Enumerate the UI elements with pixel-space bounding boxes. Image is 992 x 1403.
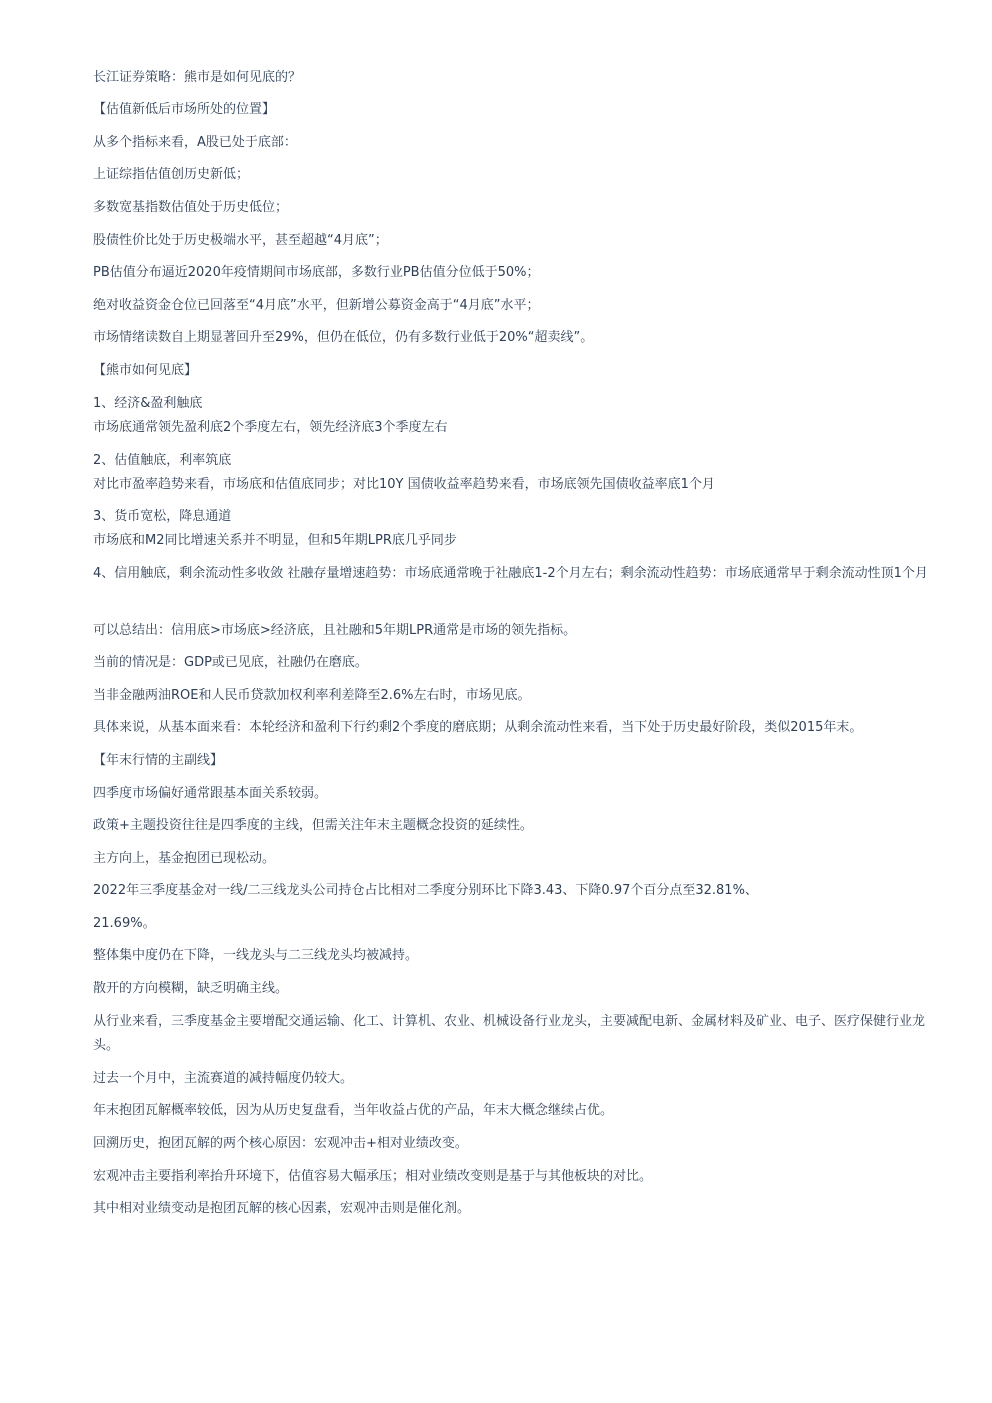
bullet-point: 上证综指估值创历史新低； xyxy=(93,167,250,182)
paragraph: 年末抱团瓦解概率较低，因为从历史复盘看，当年收益占优的产品，年末大概念继续占优。 xyxy=(93,1103,614,1118)
bullet-point: 绝对收益资金仓位已回落至“4月底”水平，但新增公募资金高于“4月底”水平； xyxy=(93,298,540,313)
paragraph: 2022年三季度基金对一线/二三线龙头公司持仓占比相对二季度分别环比下降3.43、下降0.97个百分点至32.81%、 xyxy=(93,883,758,898)
section-heading-bottom: 【熊市如何见底】 xyxy=(93,363,198,378)
paragraph: 整体集中度仍在下降，一线龙头与二三线龙头均被减持。 xyxy=(93,948,419,963)
item-body: 市场底和M2同比增速关系并不明显，但和5年期LPR底几乎同步 xyxy=(93,533,457,548)
section-heading-yearend: 【年末行情的主副线】 xyxy=(93,753,224,768)
item-body: 市场底通常领先盈利底2个季度左右，领先经济底3个季度左右 xyxy=(93,420,448,435)
item-title: 1、经济&盈利触底 xyxy=(93,396,203,411)
paragraph: 回溯历史，抱团瓦解的两个核心原因：宏观冲击+相对业绩改变。 xyxy=(93,1136,468,1151)
paragraph: 从行业来看，三季度基金主要增配交通运输、化工、计算机、农业、机械设备行业龙头，主要减配电新、金属材料及矿业、电子、医疗保健行业龙头。 xyxy=(93,1014,926,1053)
paragraph: 政策+主题投资往往是四季度的主线，但需关注年末主题概念投资的延续性。 xyxy=(93,818,533,833)
paragraph: 当非金融两油ROE和人民币贷款加权利率利差降至2.6%左右时，市场见底。 xyxy=(93,688,531,703)
paragraph: 主方向上，基金抱团已现松动。 xyxy=(93,851,276,866)
paragraph: 过去一个月中，主流赛道的减持幅度仍较大。 xyxy=(93,1071,354,1086)
paragraph: 21.69%。 xyxy=(93,916,156,931)
bullet-point: PB估值分布逼近2020年疫情期间市场底部，多数行业PB估值分位低于50%； xyxy=(93,265,540,280)
item-title: 4、信用触底，剩余流动性多收敛 社融存量增速趋势：市场底通常晚于社融底1-2个月左右；剩余流动性趋势：市场底通常早于剩余流动性顶1个月 xyxy=(93,566,928,581)
paragraph: 其中相对业绩变动是抱团瓦解的核心因素，宏观冲击则是催化剂。 xyxy=(93,1201,471,1216)
bullet-point: 多数宽基指数估值处于历史低位； xyxy=(93,200,289,215)
paragraph: 具体来说，从基本面来看：本轮经济和盈利下行约剩2个季度的磨底期；从剩余流动性来看，当下处于历史最好阶段，类似2015年末。 xyxy=(93,720,863,735)
document-title: 长江证券策略：熊市是如何见底的？ xyxy=(93,70,302,85)
paragraph: 当前的情况是：GDP或已见底，社融仍在磨底。 xyxy=(93,655,368,670)
bullet-point: 股债性价比处于历史极端水平，甚至超越“4月底”； xyxy=(93,233,388,248)
item-body: 对比市盈率趋势来看，市场底和估值底同步；对比10Y 国债收益率趋势来看，市场底领先国债收益率底1个月 xyxy=(93,477,715,492)
paragraph: 散开的方向模糊，缺乏明确主线。 xyxy=(93,981,289,996)
item-title: 2、估值触底，利率筑底 xyxy=(93,453,232,468)
paragraph: 从多个指标来看，A股已处于底部： xyxy=(93,135,297,150)
section-heading-position: 【估值新低后市场所处的位置】 xyxy=(93,102,276,117)
paragraph: 可以总结出：信用底>市场底>经济底，且社融和5年期LPR通常是市场的领先指标。 xyxy=(93,623,577,638)
paragraph: 宏观冲击主要指利率抬升环境下，估值容易大幅承压；相对业绩改变则是基于与其他板块的对比。 xyxy=(93,1169,653,1184)
bullet-point: 市场情绪读数自上期显著回升至29%，但仍在低位，仍有多数行业低于20%“超卖线”。 xyxy=(93,330,594,345)
item-title: 3、货币宽松，降息通道 xyxy=(93,509,232,524)
paragraph: 四季度市场偏好通常跟基本面关系较弱。 xyxy=(93,786,328,801)
